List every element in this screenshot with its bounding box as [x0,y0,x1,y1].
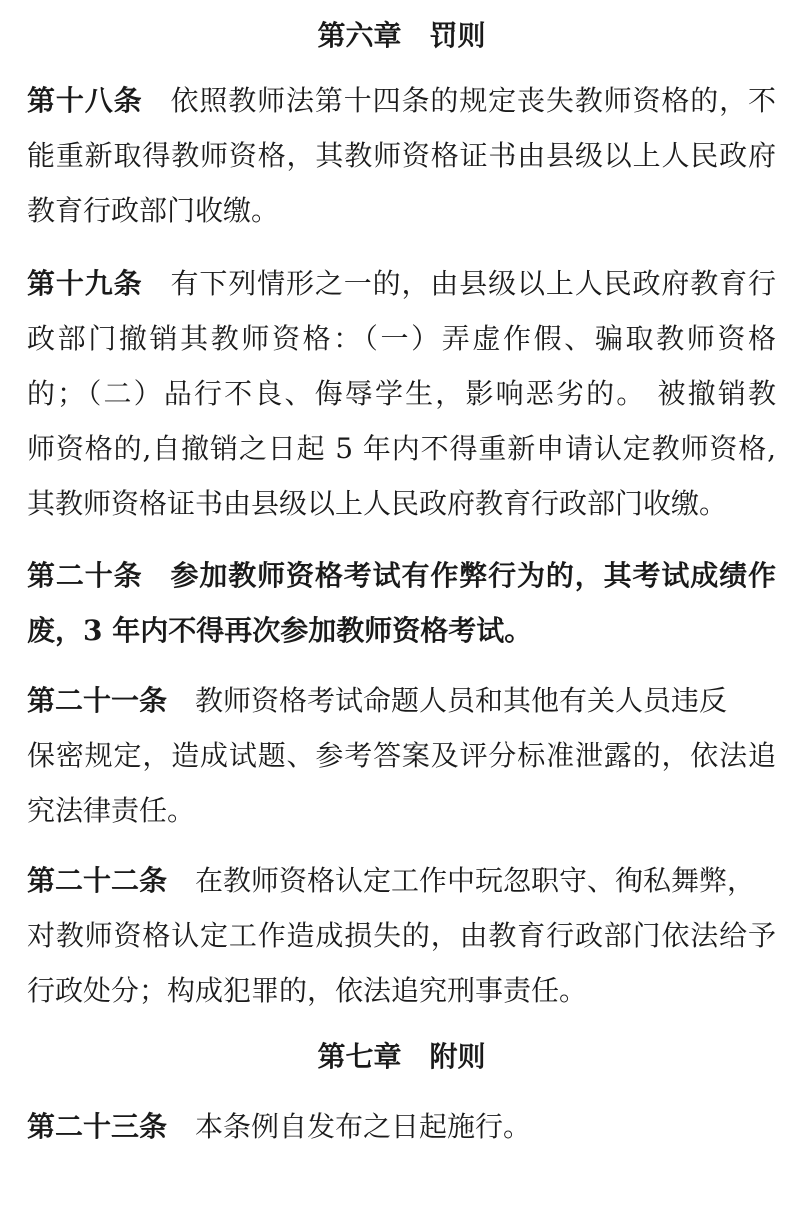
chapter-6-title: 第六章 罚则 [317,19,486,52]
article-line [27,256,776,311]
article-label: 第二十二条 [27,864,168,897]
article-text: 在教师资格认定工作中玩忽职守、徇私舞弊， [195,864,756,897]
article-line [27,548,776,603]
article-text: 本条例自发布之日起施行。 [195,1110,532,1143]
article-18 [27,73,776,238]
article-line: 行政处分；构成犯罪的，依法追究刑事责任。 [27,974,588,1007]
article-label: 第十九条 [27,267,143,300]
article-23 [27,1099,776,1154]
article-line: 师资格的,自撤销之日起 5 年内不得重新申请认定教师资格, [27,432,776,465]
article-text: 依照教师法第十四条的规定丧失教师资格的，不 [170,84,776,117]
article-line [27,73,776,128]
article-line: 的；（二）品行不良、侮辱学生，影响恶劣的。 被撤销教 [27,377,776,410]
article-line: 能重新取得教师资格，其教师资格证书由县级以上人民政府 [27,139,776,172]
article-22 [27,853,776,1018]
article-label: 第二十一条 [27,684,168,717]
article-line [27,853,776,908]
article-line: 教育行政部门收缴。 [27,194,280,227]
chapter-7-title: 第七章 附则 [317,1040,486,1073]
article-20 [27,548,776,658]
article-line: 究法律责任。 [27,794,196,827]
article-line: 其教师资格证书由县级以上人民政府教育行政部门收缴。 [27,487,728,520]
article-line: 政部门撤销其教师资格：（一）弄虚作假、骗取教师资格 [27,322,776,355]
article-line: 废，3 年内不得再次参加教师资格考试。 [27,614,533,647]
article-21 [27,673,776,838]
article-text: 有下列情形之一的，由县级以上人民政府教育行 [170,267,776,300]
article-line [27,673,776,728]
article-label: 第十八条 [27,84,143,117]
article-text: 教师资格考试命题人员和其他有关人员违反 [195,684,728,717]
article-text: 参加教师资格考试有作弊行为的，其考试成绩作 [170,559,776,592]
article-line [27,1099,776,1154]
article-label: 第二十三条 [27,1110,168,1143]
article-19 [27,256,776,531]
article-label: 第二十条 [27,559,143,592]
article-line: 对教师资格认定工作造成损失的，由教育行政部门依法给予 [27,919,776,952]
article-line: 保密规定，造成试题、参考答案及评分标准泄露的，依法追 [27,739,776,772]
